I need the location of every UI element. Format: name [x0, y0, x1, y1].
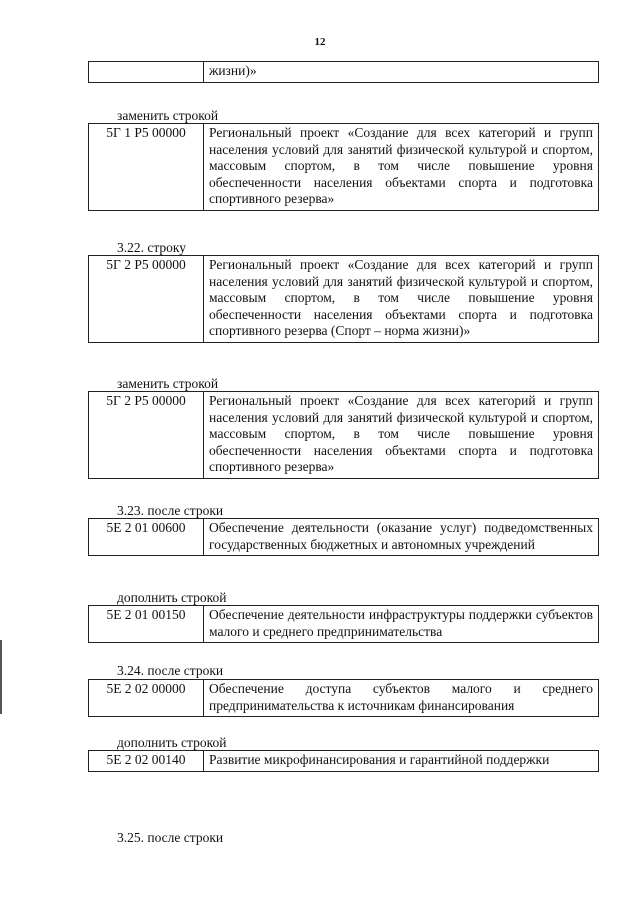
code-cell: 5Е 2 01 00600	[89, 519, 204, 556]
instruction-label: дополнить строкой	[117, 735, 227, 750]
description-cell: жизни)»	[204, 62, 599, 83]
section-label-3-22: 3.22. строку	[117, 240, 187, 255]
description-cell: Региональный проект «Создание для всех категорий и групп населения условий для занятий физической культурой и спортом, массовым спортом, в том числе повышение уровня обеспеченности населения объектами спорта и подготовка спортивного резерва»	[204, 392, 599, 479]
table-row	[89, 606, 599, 643]
description-cell: Обеспечение деятельности инфраструктуры поддержки субъектов малого и среднего предпринимательства	[204, 606, 599, 643]
table-row	[89, 62, 599, 83]
description-cell: Обеспечение доступа субъектов малого и среднего предпринимательства к источникам финансирования	[204, 680, 599, 717]
code-cell: 5Е 2 01 00150	[89, 606, 204, 643]
section-label-3-23: 3.23. после строки	[117, 503, 224, 518]
code-table	[88, 679, 599, 717]
table-row	[89, 751, 599, 772]
code-table	[88, 123, 599, 211]
table-row	[89, 256, 599, 343]
code-cell: 5Г 2 Р5 00000	[89, 256, 204, 343]
table-row	[89, 519, 599, 556]
description-cell: Региональный проект «Создание для всех категорий и групп населения условий для занятий физической культурой и спортом, массовым спортом, в том числе повышение уровня обеспеченности населения объектами спорта и подготовка спортивного резерва»	[204, 124, 599, 211]
description-cell: Обеспечение деятельности (оказание услуг) подведомственных государственных бюджетных и автономных учреждений	[204, 519, 599, 556]
instruction-label: дополнить строкой	[117, 590, 227, 605]
code-cell: 5Е 2 02 00140	[89, 751, 204, 772]
code-table	[88, 391, 599, 479]
instruction-label: заменить строкой	[117, 108, 219, 123]
page-number: 12	[314, 36, 326, 48]
scan-margin-line	[0, 640, 2, 714]
code-cell: 5Е 2 02 00000	[89, 680, 204, 717]
description-cell: Развитие микрофинансирования и гарантийной поддержки	[204, 751, 599, 772]
code-cell	[89, 62, 204, 83]
code-cell: 5Г 1 Р5 00000	[89, 124, 204, 211]
section-label-3-25: 3.25. после строки	[117, 830, 224, 845]
table-row	[89, 124, 599, 211]
instruction-label: заменить строкой	[117, 376, 219, 391]
code-table	[88, 750, 599, 772]
code-cell: 5Г 2 Р5 00000	[89, 392, 204, 479]
code-table	[88, 605, 599, 643]
code-table	[88, 518, 599, 556]
table-row	[89, 392, 599, 479]
code-table	[88, 255, 599, 343]
section-label-3-24: 3.24. после строки	[117, 663, 224, 678]
table-row	[89, 680, 599, 717]
description-cell: Региональный проект «Создание для всех категорий и групп населения условий для занятий физической культурой и спортом, массовым спортом, в том числе повышение уровня обеспеченности населения объектами спорта и подготовка спортивного резерва (Спорт – норма жизни)»	[204, 256, 599, 343]
code-table-continuation	[88, 61, 599, 83]
